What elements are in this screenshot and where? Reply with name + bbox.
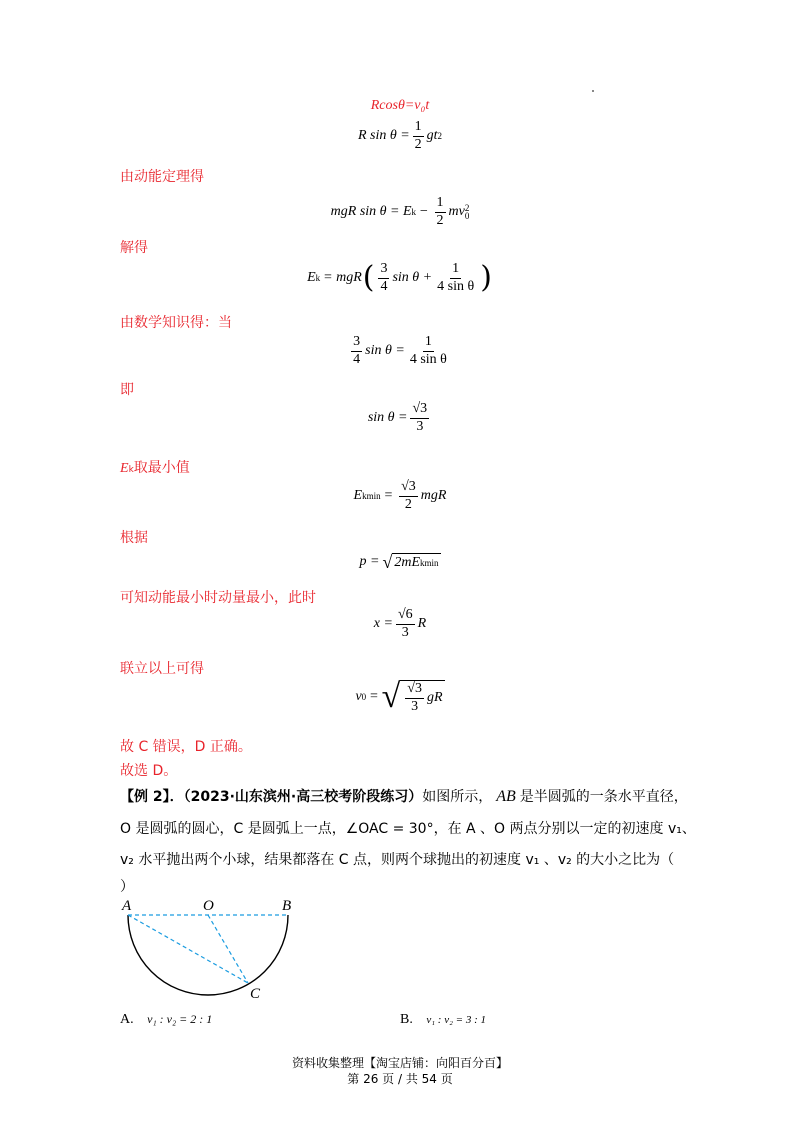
stray-dot [592, 90, 594, 92]
eq4-frac1 [378, 262, 389, 294]
option-b-text: v₁ : v₂ = 3 : 1 [426, 1014, 487, 1026]
eq8-rad: 2mE [394, 555, 420, 570]
eq4-eq: = mgR [323, 270, 362, 286]
eq9-fraction [396, 608, 415, 640]
eq4-d2: 4 sin θ [437, 278, 475, 294]
example-line-3: v₂ 水平抛出两个小球，结果都落在 C 点，则两个球抛出的初速度 v₁ 、v₂ 的大小之比为（ [120, 852, 675, 868]
eq7-sub: kmin [362, 491, 381, 502]
label-a: A [122, 898, 132, 914]
equation-momentum [0, 553, 800, 571]
eq2-sup: 2 [437, 131, 443, 142]
eq6-lhs: sin θ = [367, 410, 408, 426]
eq7-fraction [399, 480, 418, 512]
eq3-sub: k [411, 207, 417, 218]
eq7-eq: = [383, 488, 394, 504]
eq10-lhs: v [355, 689, 362, 705]
eq3-rhs: mv [448, 204, 465, 220]
example-line1-b: 是半圆弧的一条水平直径， [519, 789, 688, 805]
eq2-rhs: gt [426, 128, 438, 144]
eq2-lhs: R sin θ = [357, 128, 410, 144]
eq6-den: 3 [416, 418, 424, 434]
t5-var: E [120, 461, 129, 476]
semicircle-figure [118, 895, 308, 1007]
example-line-1 [120, 786, 688, 806]
text-answer-d: 故选 D。 [120, 763, 178, 779]
text-kinetic-theorem: 由动能定理得 [120, 169, 204, 185]
eq4-n1: 3 [378, 262, 389, 279]
eq9-den: 3 [401, 624, 409, 640]
equation-energy [0, 196, 800, 228]
eq5-d1: 4 [353, 351, 361, 367]
equation-ekmin [0, 480, 800, 512]
eq5-n2: 1 [423, 335, 434, 352]
option-a [120, 1012, 212, 1028]
text-math-knowledge: 由数学知识得：当 [120, 315, 232, 331]
eq4-lparen: ( [362, 260, 375, 296]
segment-ac [128, 915, 248, 983]
label-b: B [282, 898, 292, 914]
option-b [400, 1012, 486, 1028]
eq10-num: √3 [405, 682, 424, 699]
eq4-sub: k [315, 273, 321, 284]
text-c-wrong: 故 C 错误，D 正确。 [120, 739, 252, 755]
eq10-eq: = [369, 689, 379, 705]
equation-rsin [0, 120, 800, 152]
eq3-fraction [435, 196, 446, 228]
eq4-rparen: ) [480, 260, 492, 296]
eq5-frac1 [351, 335, 362, 367]
eq7-lhs: E [353, 488, 363, 504]
text-combine: 联立以上可得 [120, 661, 204, 677]
equation-condition [0, 334, 800, 367]
text-namely: 即 [120, 382, 134, 398]
eq8-radical: √ 2mE kmin [382, 552, 439, 572]
eq7-rhs: mgR [420, 488, 447, 504]
equation-x [0, 608, 800, 640]
footer-source: 资料收集整理【淘宝店铺：向阳百分百】 [291, 1056, 508, 1070]
option-a-text: v₁ : v₂ = 2 : 1 [147, 1012, 213, 1026]
eq3-num: 1 [435, 196, 446, 213]
eq4-frac2 [435, 262, 476, 294]
equation-rcos-text: Rcosθ=v₀t [370, 98, 430, 113]
semicircle-arc [128, 915, 288, 995]
eq10-rhs: gR [426, 690, 443, 706]
eq9-num: √6 [396, 608, 415, 625]
eq3-den: 2 [436, 212, 444, 228]
eq4-lhs: E [307, 270, 316, 286]
eq6-num: √3 [410, 402, 429, 419]
eq4-mid: sin θ + [392, 270, 433, 286]
eq10-radical: √ $\frac{√3}{3}$ gR [381, 678, 443, 715]
eq5-d2: 4 sin θ [409, 351, 447, 367]
text-solve: 解得 [120, 240, 148, 256]
text-according: 根据 [120, 530, 148, 546]
option-b-label: B. [400, 1012, 413, 1027]
eq7-den: 2 [404, 496, 412, 512]
eq7-num: √3 [399, 480, 418, 497]
eq2-fraction [413, 120, 424, 152]
eq3-lhs: mgR sin θ = E [330, 204, 412, 220]
eq5-frac2 [408, 335, 449, 367]
eq5-n1: 3 [351, 335, 362, 352]
text-min-momentum: 可知动能最小时动量最小，此时 [120, 590, 316, 606]
eq8-lhs: p = [359, 554, 380, 569]
eq4-d1: 4 [380, 278, 388, 294]
eq5-mid: sin θ = [365, 343, 405, 359]
segment-oc [208, 915, 248, 983]
label-c: C [250, 986, 261, 1002]
equation-v0 [0, 680, 800, 714]
label-o: O [203, 898, 214, 914]
eq3-minus: − [419, 204, 429, 220]
example-tag: 【例 2】．（2023·山东滨州·高三校考阶段练习） [120, 789, 423, 805]
eq3-rsub: 0 [464, 211, 470, 222]
example-line-4: ） [120, 879, 134, 895]
eq10-sub: 0 [361, 692, 367, 703]
eq10-den: 3 [411, 698, 419, 714]
eq4-n2: 1 [450, 262, 461, 279]
example-line1-a: 如图所示， [422, 789, 493, 805]
text-ek-min [120, 457, 190, 477]
eq10-fraction [405, 682, 424, 714]
eq9-rhs: R [417, 616, 427, 632]
t5-text: 取最小值 [133, 460, 190, 476]
eq3-rsup: 2 [464, 203, 470, 214]
eq9-lhs: x = [373, 616, 393, 632]
footer-page-number: 第 26 页 / 共 54 页 [347, 1072, 453, 1086]
equation-rcos [0, 98, 800, 114]
equation-sin-theta [0, 402, 800, 434]
example-line-2: O 是圆弧的圆心，C 是圆弧上一点，∠OAC = 30°，在 A 、O 两点分别以一定的初速度 v₁、 [120, 821, 696, 837]
t5-sub: k [128, 465, 134, 475]
eq2-den: 2 [414, 136, 422, 152]
eq2-num: 1 [413, 120, 424, 137]
equation-ek [0, 262, 800, 294]
eq6-fraction [410, 402, 429, 434]
option-a-label: A. [120, 1012, 134, 1027]
eq8-sub: kmin [420, 558, 439, 568]
example-ab: AB [496, 788, 516, 805]
